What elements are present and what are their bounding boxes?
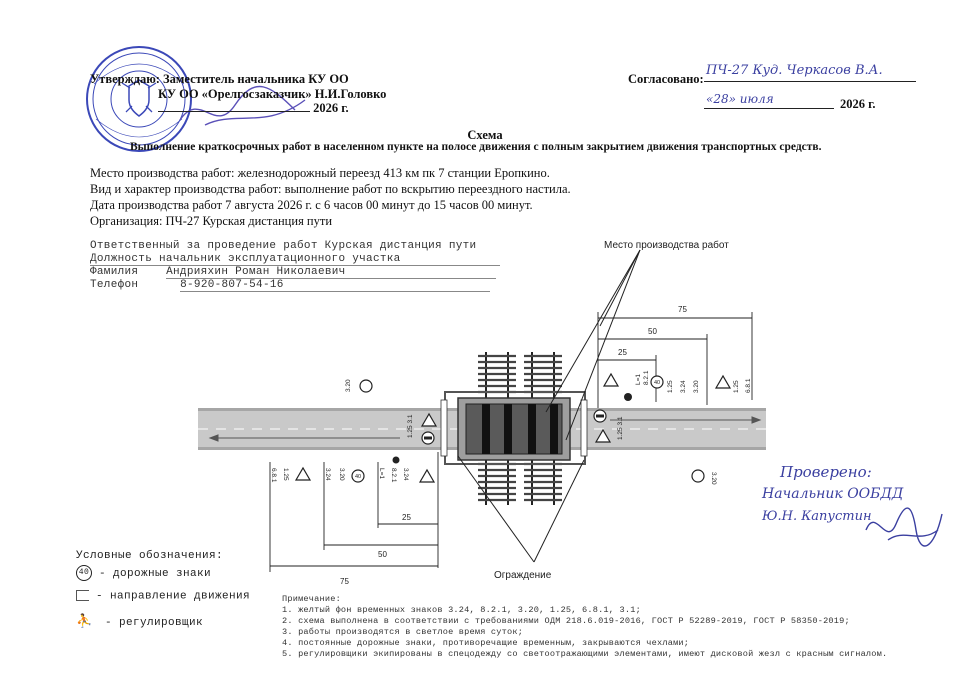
- dimensions-left: [270, 452, 438, 572]
- legend-title: Условные обозначения:: [76, 550, 224, 562]
- sign-label-right: 3.24: [680, 380, 687, 393]
- road-sign-icon: 40: [76, 565, 92, 581]
- surname-value: Андрияхин Роман Николаевич: [166, 266, 496, 279]
- title-sub: Выполнение краткосрочных работ в населенном пункте на полосе движения с полным закрытием движения транспортных средств.: [130, 141, 822, 153]
- phone-value: 8-920-807-54-16: [180, 279, 490, 292]
- phone-label: Телефон: [90, 279, 139, 291]
- dimension-75-left: 75: [340, 577, 349, 586]
- agree-handwritten: ПЧ-27 Куд. Черкасов В.А.: [706, 63, 883, 78]
- info-date: Дата производства работ 7 августа 2026 г. с 6 часов 00 минут до 15 часов 00 минут.: [90, 198, 533, 212]
- sign-label-left: 3.20: [338, 468, 345, 481]
- note-item-2: 2. схема выполнена в соответствии с требованиями ОДМ 218.6.019-2016, ГОСТ Р 52289-2019, ГОСТ Р 58350-2019;: [282, 616, 850, 626]
- distance-plate: L=1: [378, 468, 385, 480]
- checked-line-1: Проверено:: [780, 463, 872, 481]
- responsible-row-1: Ответственный за проведение работ Курская дистанция пути: [90, 240, 477, 252]
- title-main: Схема: [467, 128, 503, 142]
- sign-label-right: 6.8.1: [745, 378, 752, 393]
- sign-label-right: 1.25: [667, 380, 674, 393]
- speed-limit-sign: 40: [354, 474, 362, 480]
- sign-label-right: 8.2.1: [643, 370, 650, 385]
- work-place-label: Место производства работ: [604, 240, 729, 251]
- info-org: Организация: ПЧ-27 Курская дистанция пути: [90, 214, 333, 228]
- approve-role: Заместитель начальника КУ ОО: [163, 72, 349, 86]
- responsible-row-2: Должность начальник эксплуатационного участка: [90, 253, 500, 266]
- legend-flagman: ⛹ - регулировщик: [76, 614, 204, 629]
- agree-label: Согласовано:: [628, 72, 704, 86]
- legend-direction: - направление движения: [76, 590, 250, 602]
- note-item-4: 4. постоянные дорожные знаки, противоречащие временным, закрываются чехлами;: [282, 638, 690, 648]
- fence-label: Ограждение: [494, 570, 552, 581]
- notes-title: Примечание:: [282, 594, 341, 604]
- dimension-50-right: 50: [648, 327, 657, 336]
- sign-no-entry-lower-right: [692, 470, 704, 482]
- dimension-25-right: 25: [618, 348, 627, 357]
- approve-label: Утверждаю:: [90, 72, 160, 86]
- approve-org: КУ ОО «Орелгосзаказчик» Н.И.Головко: [158, 87, 387, 101]
- sign-label-left: 6.8.1: [270, 468, 277, 483]
- direction-icon: [76, 590, 89, 601]
- note-item-5: 5. регулировщики экипированы в спецодежду со светоотражающими элементами, имеют дисковой жезл с красным сигналом.: [282, 649, 888, 659]
- surname-label: Фамилия: [90, 266, 139, 278]
- signs-right-top: [604, 370, 752, 401]
- note-item-1: 1. желтый фон временных знаков 3.24, 8.2.1, 3.20, 1.25, 6.8.1, 3.1;: [282, 605, 641, 615]
- checked-line-2: Начальник ООБДД: [762, 486, 904, 502]
- speed-limit-sign: 40: [653, 380, 661, 386]
- sign-label-left: 3.24: [324, 468, 331, 481]
- dimension-25-left: 25: [402, 513, 411, 522]
- agree-date: 2026 г.: [840, 97, 876, 111]
- approve-date: 2026 г.: [313, 101, 349, 115]
- sign-label-right: 3.20: [693, 380, 700, 393]
- dimension-75-right: 75: [678, 305, 687, 314]
- sign-label-left: 1.25: [282, 468, 289, 481]
- sign-label-right: 1.25: [733, 380, 740, 393]
- info-kind: Вид и характер производства работ: выполнение работ по вскрытию переездного настила.: [90, 182, 571, 196]
- sign-label-left: 8.2.1: [390, 468, 397, 483]
- sign-label-mid-right: 1.25 3.1: [617, 416, 624, 440]
- sign-label-upper-left: 3.20: [345, 379, 352, 392]
- flagman-icon: ⛹: [76, 614, 93, 629]
- sign-label-left: 3.24: [402, 468, 409, 481]
- checked-line-3: Ю.Н. Капустин: [762, 509, 872, 524]
- sign-no-entry-upper-left: [360, 380, 372, 392]
- checker-signature: [858, 500, 948, 554]
- info-place: Место производства работ: железнодорожный переезд 413 км пк 7 станции Еропкино.: [90, 166, 550, 180]
- sign-label-lower-right: 3.20: [710, 472, 717, 485]
- dimension-50-left: 50: [378, 550, 387, 559]
- signs-left-bottom: [270, 457, 434, 483]
- legend-road-signs: 40 - дорожные знаки: [76, 565, 211, 581]
- sign-label-mid-left: 1.25 3.1: [407, 414, 414, 438]
- note-item-3: 3. работы производятся в светлое время суток;: [282, 627, 524, 637]
- agree-date-hand: «28» июля: [706, 92, 774, 106]
- dimensions-right: [598, 312, 752, 408]
- distance-plate: L=1: [635, 373, 642, 385]
